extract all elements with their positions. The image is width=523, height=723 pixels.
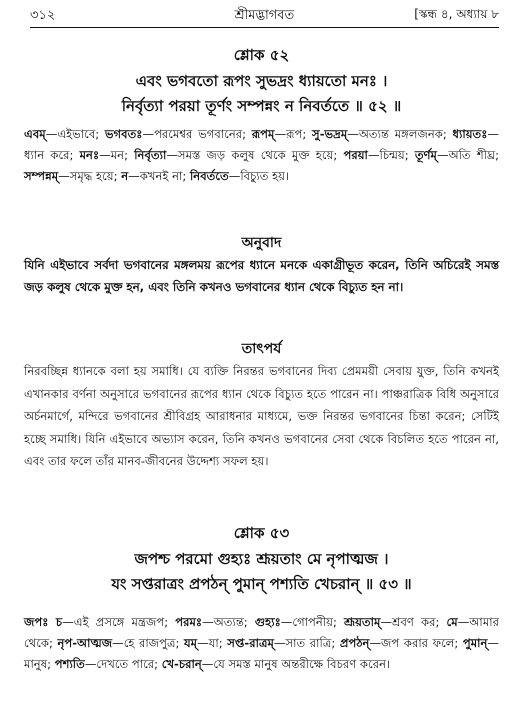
synonym-word: শ্রূয়তাম্ xyxy=(343,615,381,629)
synonym-meaning: —পরমেশ্বর ভগবানের; xyxy=(142,127,252,141)
synonym-word: সম্পন্নম্ xyxy=(24,169,59,183)
synonym-meaning: —রূপ; xyxy=(274,127,313,141)
synonym-meaning: —কখনই না; xyxy=(128,169,190,183)
synonym-meaning: —যে সমস্ত মানুষ অন্তরীক্ষে বিচরণ করেন। xyxy=(201,657,391,671)
synonym-meaning: —গোপনীয়; xyxy=(280,615,344,629)
synonym-meaning: —মানুষ; xyxy=(24,636,500,671)
synonym-word: ধ্যায়তঃ xyxy=(452,127,488,141)
synonym-word: গুহ্যঃ xyxy=(254,615,281,629)
synonym-word: পরয়া xyxy=(343,148,368,162)
synonym-meaning: —ধ্যান করে; xyxy=(24,127,500,162)
purport-text: নিরবচ্ছিন্ন ধ্যানকে বলা হয় সমাধি। যে ব্যক্তি নিরন্তর ভগবানের দিব্য প্রেমময়ী সেবায় যুক্ত, তিনি কখনই এখানকার বর্ণনা অনুসারে ভগবানের রূপের ধ্যান থেকে বিচ্যুত হতে পারেন না। পাঞ্চরাত্রিক বিধি অনুসারে অর্চনমার্গে, মন্দিরে ভগবানের শ্রীবিগ্রহ আরাধনার মাধ্যমে, ভক্ত নিরন্তর ভগবানের চিন্তা করেন; সেটিই হচ্ছে সমাধি। যিনি এইভাবে অভ্যাস করেন, তিনি কখনও ভগবানের সেবা থেকে বিচলিত হতে পারেন না, এবং তার ফলে তাঁর মানব-জীবনের উদ্দেশ্য সফল হয়। xyxy=(24,364,499,468)
verse-52-synonyms xyxy=(24,124,499,187)
synonym-word: খে-চরান্ xyxy=(161,657,202,671)
synonym-word: যম্ xyxy=(184,636,198,650)
synonym-meaning: —অত্যন্ত মঙ্গলজনক; xyxy=(347,127,453,141)
synonym-meaning: —সাত রাত্রি; xyxy=(273,636,340,650)
synonym-word: জপঃ চ xyxy=(24,615,63,629)
synonym-word: মে xyxy=(446,615,458,629)
synonym-meaning: —অত্যন্ত; xyxy=(202,615,255,629)
purport-heading: তাৎপর্য xyxy=(241,341,282,357)
verse-52-heading: শ্লোক ৫২ xyxy=(233,46,290,64)
synonym-meaning: —এইভাবে; xyxy=(45,127,105,141)
verse-53-line-2: যং সপ্তরাত্রং প্রপঠন্ পুমান্ পশ্যতি খেচরান্ ॥ ৫৩ ॥ xyxy=(111,575,412,593)
page-header xyxy=(30,6,499,26)
synonym-meaning: —সমস্ত জড় কলুষ থেকে মুক্ত হয়ে; xyxy=(166,148,344,162)
synonym-word: প্রপঠন্ xyxy=(339,636,370,650)
synonym-word: রূপম্ xyxy=(251,127,275,141)
synonym-word: ভগবতঃ xyxy=(104,127,143,141)
synonym-word: সপ্ত-রাত্রম্ xyxy=(227,636,274,650)
synonym-word: মনঃ xyxy=(79,148,100,162)
synonym-meaning: —আমার থেকে; xyxy=(24,615,499,650)
synonym-meaning: —যা; xyxy=(197,636,228,650)
page-number: ৩১২ xyxy=(30,8,56,23)
synonym-meaning: —এই প্রসঙ্গে মন্ত্রজপ; xyxy=(62,615,176,629)
translation-text: যিনি এইভাবে সর্বদা ভগবানের মঙ্গলময় রূপের ধ্যানে মনকে একাগ্রীভূত করেন, তিনি অচিরেই সমস্ত জড় কলুষ থেকে মুক্ত হন, এবং তিনি কখনও ভগবানের ধ্যান থেকে বিচ্যুত হন না। xyxy=(24,258,499,294)
verse-53-line-1: জপশ্চ পরমো গুহ্যঃ শ্রূয়তাং মে নৃপাত্মজ । xyxy=(134,550,389,568)
synonym-meaning: —মন; xyxy=(99,148,135,162)
synonym-meaning: —বিচ্যুত হয়। xyxy=(228,169,290,183)
synonym-word: পরমঃ xyxy=(175,615,203,629)
header-divider xyxy=(30,27,499,28)
book-title: শ্রীমদ্ভাগবত xyxy=(234,8,295,23)
chapter-reference: [স্কন্ধ ৪, অধ্যায় ৮ xyxy=(414,7,499,21)
synonym-word: পুমান্ xyxy=(462,636,488,650)
translation-heading: অনুবাদ xyxy=(241,235,282,251)
verse-52-line-1: এবং ভগবতো রূপং সুভদ্রং ধ্যায়তো মনঃ । xyxy=(135,72,388,90)
verse-53-heading: শ্লোক ৫৩ xyxy=(233,524,290,542)
synonym-meaning: —সমৃদ্ধ হয়ে; xyxy=(58,169,122,183)
synonym-word: নৃপ-আত্মজ xyxy=(57,636,113,650)
synonym-meaning: —দেখতে পারে; xyxy=(84,657,162,671)
synonym-word: এবম্ xyxy=(24,127,46,141)
synonym-meaning: —হে রাজপুত্র; xyxy=(112,636,184,650)
synonym-word: ন xyxy=(121,169,129,183)
synonym-word: সু-ভদ্রম্ xyxy=(312,127,348,141)
synonym-meaning: —অতি শীঘ্র; xyxy=(436,148,499,162)
synonym-word: পশ্যতি xyxy=(54,657,85,671)
verse-53-synonyms xyxy=(24,612,499,675)
synonym-word: নির্বৃত্যা xyxy=(134,148,167,162)
verse-52-line-2: নির্বৃত্যা পরয়া তূর্ণং সম্পন্নং ন নিবর্ততে ॥ ৫২ ॥ xyxy=(121,97,402,115)
synonym-word: নিবর্ততে xyxy=(189,169,229,183)
synonym-meaning: —চিন্ময়; xyxy=(367,148,415,162)
synonym-meaning: —জপ করার ফলে; xyxy=(369,636,463,650)
synonym-word: তূর্ণম্ xyxy=(414,148,437,162)
synonym-meaning: —শ্রবণ কর; xyxy=(380,615,447,629)
